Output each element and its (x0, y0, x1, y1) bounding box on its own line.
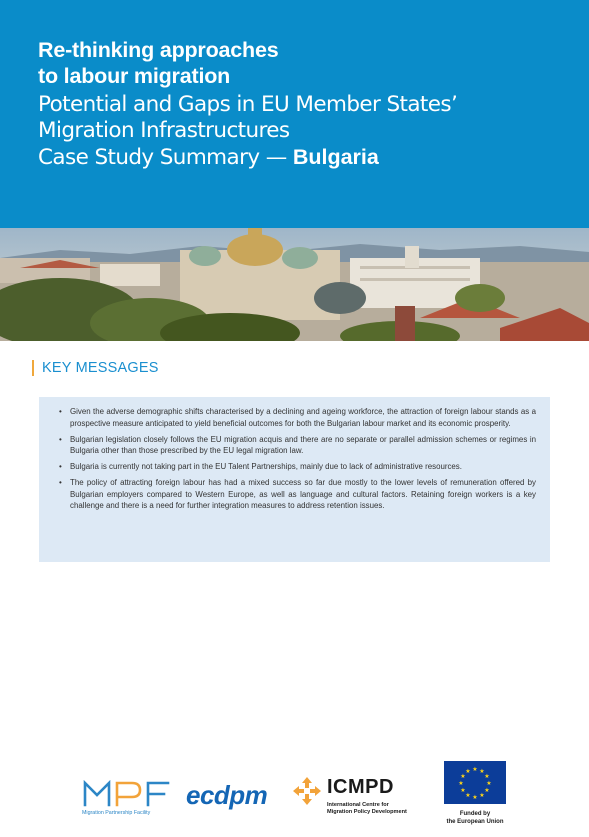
svg-text:★: ★ (472, 766, 478, 773)
list-item (59, 477, 536, 512)
svg-text:★: ★ (479, 792, 485, 799)
key-messages-box (39, 397, 550, 562)
document-subtitle (38, 92, 457, 171)
list-item-text: Bulgarian legislation closely follows the EU migration acquis and there are no separate or parallel admission schemes or regimes in Bulgaria other than those prescribed by the EU legal migration law. (70, 434, 536, 456)
svg-text:★: ★ (465, 792, 471, 799)
icmpd-sub-line-2: Migration Policy Development (327, 809, 407, 815)
list-item-text: Bulgaria is currently not taking part in the EU Talent Partnerships, mainly due to lack of administrative resources. (70, 462, 462, 472)
svg-text:★: ★ (484, 787, 490, 794)
footer-logos (0, 755, 589, 837)
list-item (59, 406, 536, 429)
svg-text:★: ★ (460, 773, 466, 780)
svg-text:★: ★ (486, 780, 492, 787)
list-item-text: Given the adverse demographic shifts characterised by a declining and ageing workforce, the attraction of foreign labour stands as a prospective measure anticipated to yield beneficial outcomes for both the Bulgarian labour market and its economic prosperity. (70, 407, 536, 428)
sofia-skyline-image (0, 228, 589, 341)
svg-text:★: ★ (465, 768, 471, 775)
list-item-text: The policy of attracting foreign labour has had a mixed success so far due mostly to the lower levels of remuneration offered by Bulgarian employers compared to Western Europe, as well as language and cultural factors. Retaining foreign workers is a key challenge and there is a need for further integration measures to address retention issues. (70, 478, 536, 511)
icmpd-arrows-icon (291, 775, 323, 807)
eu-funding-caption (436, 810, 514, 826)
country-name: Bulgaria (292, 145, 379, 169)
svg-text:★: ★ (460, 787, 466, 794)
document-title (38, 37, 279, 89)
mpf-caption: Migration Partnership Facility (82, 810, 151, 816)
list-item (59, 434, 536, 457)
header-banner (0, 0, 589, 228)
key-messages-heading (32, 358, 159, 378)
eu-caption-line-2: the European Union (446, 819, 504, 825)
title-line-2: to labour migration (38, 64, 231, 88)
svg-text:★: ★ (484, 773, 490, 780)
icmpd-sub-line-1: International Centre for (327, 802, 389, 808)
bullet-icon: • (59, 478, 62, 488)
list-item (59, 461, 536, 473)
eu-flag-icon (444, 761, 506, 804)
bullet-icon: • (59, 407, 62, 416)
heading-accent-bar (32, 360, 34, 376)
case-study-prefix: Case Study Summary — (38, 145, 293, 170)
city-photo (0, 228, 589, 341)
subtitle-line-1: Potential and Gaps in EU Member States’ (38, 92, 458, 117)
title-line-1: Re-thinking approaches (38, 38, 279, 62)
icmpd-logo-text: ICMPD (327, 776, 394, 798)
subtitle-line-2: Migration Infrastructures (38, 118, 290, 143)
eu-caption-line-1: Funded by (459, 811, 491, 817)
svg-text:★: ★ (458, 780, 464, 787)
svg-text:★: ★ (472, 794, 478, 801)
bullet-icon: • (59, 434, 62, 444)
svg-text:★: ★ (479, 768, 485, 775)
icmpd-subtitle (327, 802, 407, 816)
ecdpm-logo: ecdpm (186, 780, 268, 810)
case-study-line (38, 144, 457, 171)
key-messages-title: KEY MESSAGES (42, 360, 159, 376)
key-messages-list (59, 406, 536, 512)
bullet-icon: • (59, 462, 62, 472)
